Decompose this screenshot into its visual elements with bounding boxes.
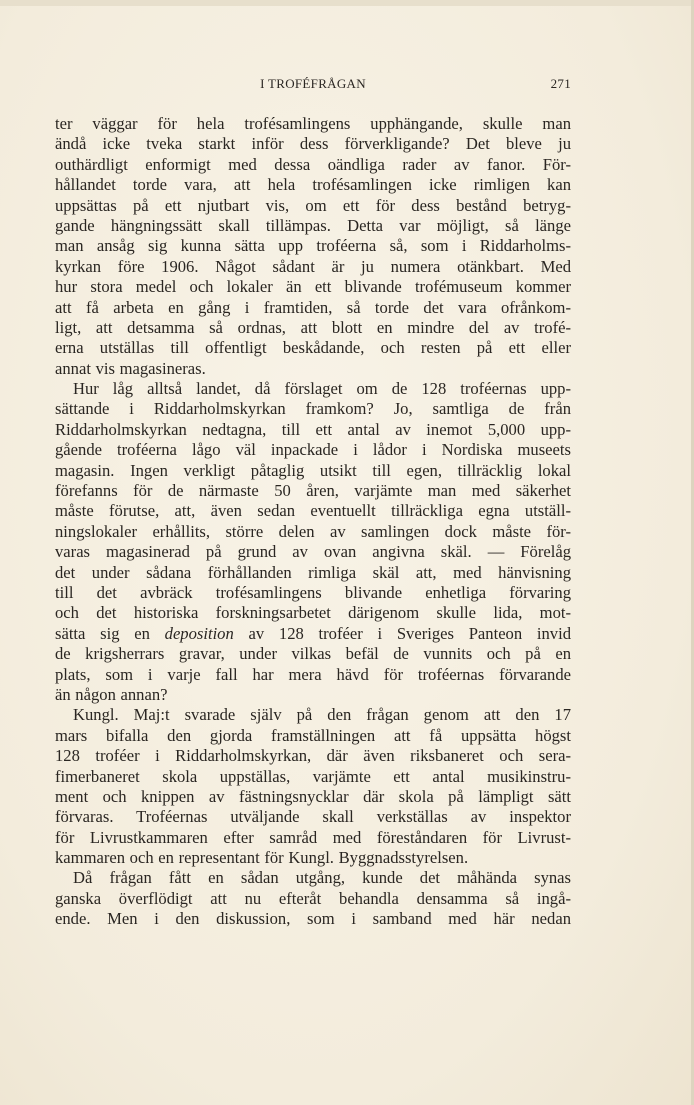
text-line: förefanns för de närmaste 50 åren, varjämte man med säkerhet xyxy=(55,481,571,501)
text-line: ende. Men i den diskussion, som i samband med här nedan xyxy=(55,909,571,929)
text-line: Då frågan fått en sådan utgång, kunde det måhända synas xyxy=(73,868,571,888)
body-text xyxy=(55,114,571,930)
text-line: gande hängningssätt skall tillämpas. Detta var möjligt, så länge xyxy=(55,215,571,235)
text-line: Kungl. Maj:t svarade själv på den frågan genom att den 17 xyxy=(73,705,571,725)
text-line: kyrkan före 1906. Något sådant är ju numera otänkbart. Med xyxy=(55,256,571,276)
text-line: de krigsherrars gravar, under vilkas befäl de vunnits och på en xyxy=(55,644,571,664)
text-line: gående troféerna lågo väl inpackade i lådor i Nordiska museets xyxy=(55,440,571,460)
text-line: plats, som i varje fall har mera hävd för troféernas förvarande xyxy=(55,664,571,684)
text-line: än någon annan? xyxy=(55,684,168,704)
page-edge xyxy=(0,0,694,6)
text-line: kammaren och en representant för Kungl. Byggnadsstyrelsen. xyxy=(55,848,469,868)
text-line: och det historiska forskningsarbetet därigenom skulle lida, mot- xyxy=(55,603,571,623)
text-line: hållandet torde vara, att hela trofésamlingen icke rimligen kan xyxy=(55,175,571,195)
text-line: ningslokaler erhållits, större delen av samlingen dock måste för- xyxy=(55,521,571,541)
text-line: erna utställas till offentligt beskådande, och resten på ett eller xyxy=(55,338,571,358)
text-line: ganska överflödigt att nu efteråt behandla densamma så ingå- xyxy=(55,888,571,908)
paragraph xyxy=(55,379,571,705)
text-line: man ansåg sig kunna sätta upp troféerna så, som i Riddarholms- xyxy=(55,236,571,256)
text-line: magasin. Ingen verkligt påtaglig utsikt till egen, tillräcklig lokal xyxy=(55,460,571,480)
text-line: 128 troféer i Riddarholmskyrkan, där även riksbaneret och sera- xyxy=(55,746,571,766)
paragraph xyxy=(55,705,571,868)
text-line: det under sådana förhållanden rimliga skäl att, med hänvisning xyxy=(55,562,571,582)
text-line: outhärdligt enformigt med dessa oändliga rader av fanor. För- xyxy=(55,154,571,174)
text-line: mars bifalla den gjorda framställningen att få uppsätta högst xyxy=(55,725,571,745)
text-line xyxy=(55,624,571,644)
text-line: Riddarholmskyrkan nedtagna, till ett antal av inemot 5,000 upp- xyxy=(55,419,571,439)
text-segment: sätta sig en xyxy=(55,623,165,643)
page-number: 271 xyxy=(550,76,571,91)
text-line: ment och knippen av fästningsnycklar där skola på lämpligt sätt xyxy=(55,786,571,806)
italic-term: deposition xyxy=(164,623,234,643)
text-line: sättande i Riddarholmskyrkan framkom? Jo, samtliga de från xyxy=(55,399,571,419)
text-line: ändå icke tveka starkt inför dess förverkligande? Det bleve ju xyxy=(55,134,571,154)
running-head xyxy=(55,76,571,96)
paragraph xyxy=(55,114,571,379)
text-line: fimerbaneret skola uppställas, varjämte ett antal musikinstru- xyxy=(55,766,571,786)
running-title: I TROFÉFRÅGAN xyxy=(260,76,366,91)
text-line: att få arbeta en gång i framtiden, så torde det vara ofrånkom- xyxy=(55,297,571,317)
text-segment: av 128 troféer i Sveriges Panteon invid xyxy=(233,623,571,643)
paragraph xyxy=(55,868,571,929)
text-line: förvaras. Troféernas utväljande skall verkställas av inspektor xyxy=(55,807,571,827)
text-line: till det avbräck trofésamlingens blivande enhetliga förvaring xyxy=(55,582,571,602)
text-line: måste förutse, att, även sedan eventuellt tillräckliga egna utställ- xyxy=(55,501,571,521)
text-line: ligt, att detsamma så ordnas, att blott en mindre del av trofé- xyxy=(55,317,571,337)
text-line: annat vis magasineras. xyxy=(55,358,206,378)
text-line: ter väggar för hela trofésamlingens upphängande, skulle man xyxy=(55,114,571,133)
text-line: varas magasinerad på grund av ovan angivna skäl. — Förelåg xyxy=(55,542,571,562)
text-line: för Livrustkammaren efter samråd med föreståndaren för Livrust- xyxy=(55,827,571,847)
text-line: uppsättas på ett njutbart vis, om ett för dess bestånd betryg- xyxy=(55,195,571,215)
text-line: hur stora medel och lokaler än ett blivande trofémuseum kommer xyxy=(55,277,571,297)
text-line: Hur låg alltså landet, då förslaget om de 128 troféernas upp- xyxy=(73,379,571,399)
